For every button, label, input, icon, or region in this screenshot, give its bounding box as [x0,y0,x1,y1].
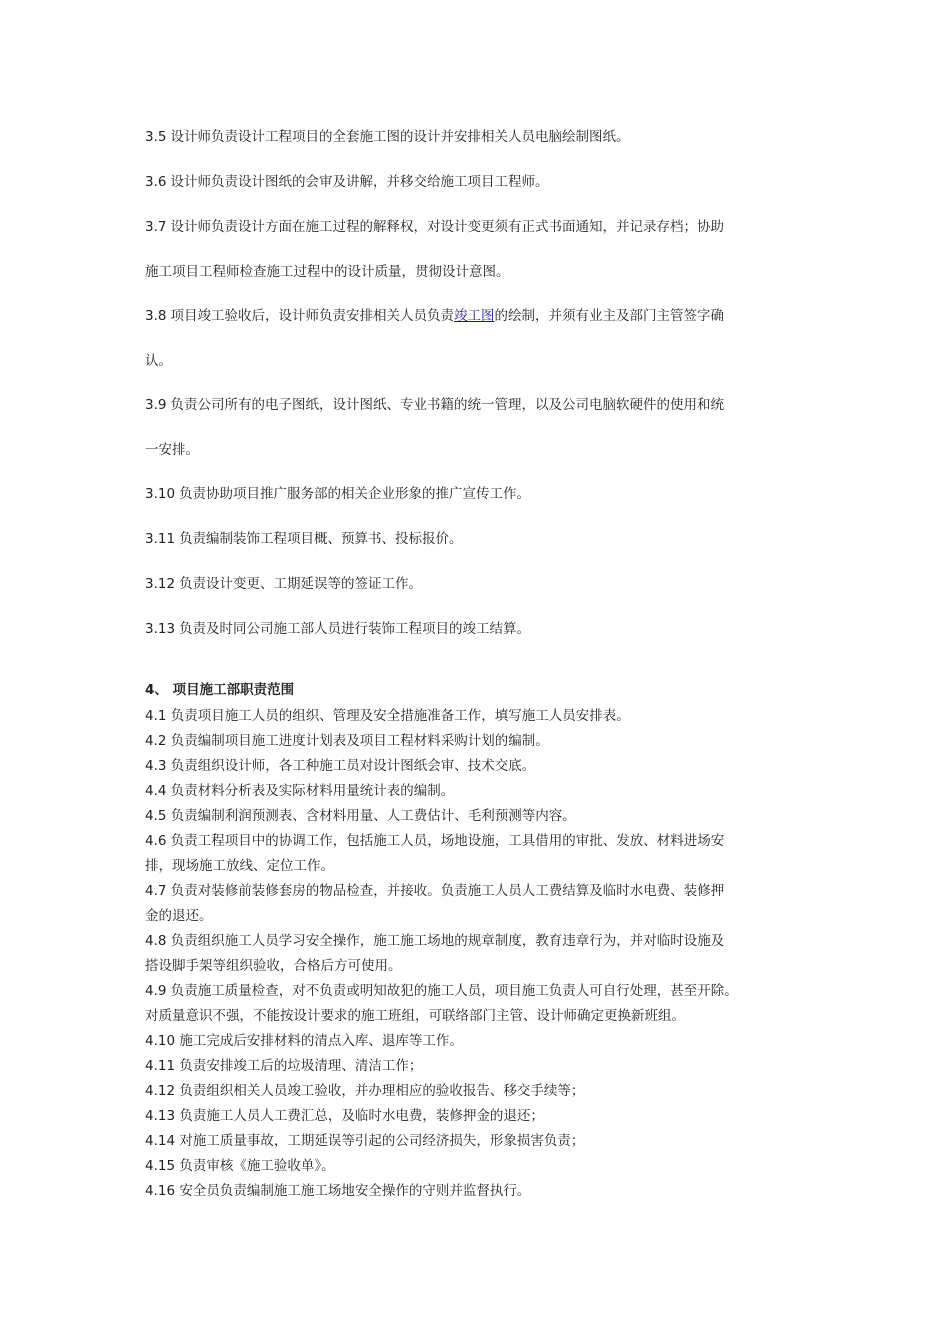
section-4-line: 4.1 负责项目施工人员的组织、管理及安全措施准备工作，填写施工人员安排表。 [145,708,630,724]
item-text: 设计师负责设计工程项目的全套施工图的设计并安排相关人员电脑绘制图纸。 [170,129,630,145]
section-4-line: 4.4 负责材料分析表及实际材料用量统计表的编制。 [145,783,455,799]
section-4-line: 对质量意识不强，不能按设计要求的施工班组，可联络部门主管、设计师确定更换新班组。 [145,1008,685,1024]
item-3-13 [145,618,835,640]
item-number: 3.7 [145,219,167,235]
item-3-11 [145,528,835,550]
completion-drawing-link[interactable]: 竣工图 [453,308,495,324]
item-number: 3.12 [145,576,176,592]
item-3-9 [145,394,835,416]
section-4-line: 搭设脚手架等组织验收，合格后方可使用。 [145,958,402,974]
section-4-line: 排，现场施工放线、定位工作。 [145,858,334,874]
section-4-line: 4.12 负责组织相关人员竣工验收，并办理相应的验收报告、移交手续等； [145,1083,585,1099]
section-4-line: 4.7 负责对装修前装修套房的物品检查，并接收。负责施工人员人工费结算及临时水电费、装修押 [145,883,725,899]
item-text: 负责公司所有的电子图纸，设计图纸、专业书籍的统一管理，以及公司电脑软硬件的使用和统 [170,397,724,413]
item-number: 3.8 [145,308,167,324]
section-4-line: 4.15 负责审核《施工验收单》。 [145,1158,335,1174]
section-4-line: 4.2 负责编制项目施工进度计划表及项目工程材料采购计划的编制。 [145,733,549,749]
section-4-line: 4.16 安全员负责编制施工施工场地安全操作的守则并监督执行。 [145,1183,531,1199]
item-3-9-continued: 一安排。 [145,442,199,458]
item-text: 设计师负责设计方面在施工过程的解释权，对设计变更须有正式书面通知，并记录存档；协助 [170,219,724,235]
item-number: 3.11 [145,531,176,547]
item-text: 负责及时同公司施工部人员进行装饰工程项目的竣工结算。 [179,621,531,637]
section-4-heading: 4、 项目施工部职责范围 [145,682,295,698]
section-4-line: 金的退还。 [145,908,213,924]
section-4-line: 4.6 负责工程项目中的协调工作，包括施工人员，场地设施，工具借用的审批、发放、材料进场安 [145,833,725,849]
section-4-line: 4.14 对施工质量事故，工期延误等引起的公司经济损失，形象损害负责； [145,1133,585,1149]
item-text: 设计师负责设计图纸的会审及讲解，并移交给施工项目工程师。 [170,174,549,190]
item-3-8 [145,305,835,327]
item-3-5 [145,126,835,148]
item-number: 3.5 [145,129,167,145]
section-4-line: 4.11 负责安排竣工后的垃圾清理、清洁工作； [145,1058,423,1074]
item-3-7-continued: 施工项目工程师检查施工过程中的设计质量，贯彻设计意图。 [145,264,510,280]
item-text: 项目竣工验收后，设计师负责安排相关人员负责 [170,308,454,324]
section-4-line: 4.9 负责施工质量检查，对不负责或明知故犯的施工人员，项目施工负责人可自行处理，甚至开除。 [145,983,738,999]
item-3-6 [145,171,835,193]
item-3-7 [145,216,835,238]
section-4-line: 4.5 负责编制利润预测表、含材料用量、人工费估计、毛利预测等内容。 [145,808,576,824]
item-3-12 [145,573,835,595]
item-number: 3.6 [145,174,167,190]
item-text: 负责设计变更、工期延误等的签证工作。 [179,576,423,592]
section-4-line: 4.10 施工完成后安排材料的清点入库、退库等工作。 [145,1033,463,1049]
item-text: 的绘制，并须有业主及部门主管签字确 [494,308,724,324]
item-3-8-continued: 认。 [145,353,172,369]
item-number: 3.13 [145,621,176,637]
item-3-10 [145,483,835,505]
section-4-line: 4.13 负责施工人员人工费汇总，及临时水电费，装修押金的退还； [145,1108,544,1124]
item-number: 3.10 [145,486,176,502]
section-4-line: 4.3 负责组织设计师，各工种施工员对设计图纸会审、技术交底。 [145,758,536,774]
item-text: 负责编制装饰工程项目概、预算书、投标报价。 [179,531,463,547]
section-3-list [145,126,835,663]
item-number: 3.9 [145,397,167,413]
item-text: 负责协助项目推广服务部的相关企业形象的推广宣传工作。 [179,486,531,502]
section-4 [145,679,835,1204]
section-4-line: 4.8 负责组织施工人员学习安全操作，施工施工场地的规章制度，教育违章行为，并对临时设施及 [145,933,725,949]
